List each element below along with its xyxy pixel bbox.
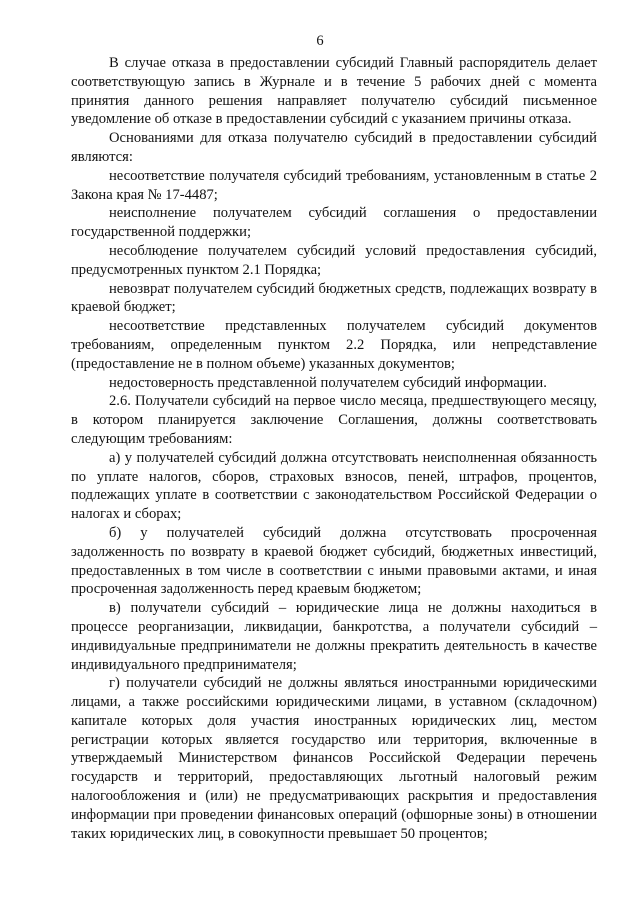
paragraph-requirement-a: а) у получателей субсидий должна отсутствовать неисполненная обязанность по уплате налогов, сборов, страховых взносов, пеней, штрафов, процентов, подлежащих уплате в соответствии с законодательством Российской Федерации о налогах и сборах; — [71, 449, 597, 523]
paragraph-refusal-notice: В случае отказа в предоставлении субсидий Главный распорядитель делает соответствующую запись в Журнале и в течение 5 рабочих дней с момента принятия данного решения направляет получателю субсидий письменное уведомление об отказе в предоставлении субсидий с указанием причины отказа. — [71, 55, 597, 128]
paragraph-ground-nonconformity: несоответствие получателя субсидий требованиям, установленным в статье 2 Закона края № 17-4487; — [71, 167, 597, 203]
paragraph-section-2-6: 2.6. Получатели субсидий на первое число месяца, предшествующего месяцу, в котором планируется заключение Соглашения, должны соответствовать следующим требованиям: — [71, 393, 597, 447]
document-body — [71, 54, 597, 843]
paragraph-requirement-g: г) получатели субсидий не должны являться иностранными юридическими лицами, а также российскими юридическими лицами, в уставном (складочном) капитале которых доля участия иностранных юридических лиц, местом регистрации которых является государство или территория, включенные в утверждаемый Министерством финансов Российской Федерации перечень государств и территорий, предоставляющих льготный налоговый режим налогообложения и (или) не предусматривающих раскрытия и предоставления информации при проведении финансовых операций (офшорные зоны) в отношении таких юридических лиц, в совокупности превышает 50 процентов; — [71, 675, 597, 842]
paragraph-ground-nonreturn: невозврат получателем субсидий бюджетных средств, подлежащих возврату в краевой бюджет; — [71, 280, 597, 316]
paragraph-requirement-v: в) получатели субсидий – юридические лица не должны находиться в процессе реорганизации, ликвидации, банкротства, а получатели субсидий – индивидуальные предприниматели не должны прекратить деятельность в качестве индивидуального предпринимателя; — [71, 600, 597, 673]
paragraph-ground-inaccuracy: недостоверность представленной получателем субсидий информации. — [109, 374, 547, 391]
page-number: 6 — [316, 33, 324, 49]
paragraph-refusal-grounds-intro: Основаниями для отказа получателю субсидий в предоставлении субсидий являются: — [71, 130, 597, 165]
paragraph-requirement-b: б) у получателей субсидий должна отсутствовать просроченная задолженность по возврату в краевой бюджет субсидий, бюджетных инвестиций, предоставленных в том числе в соответствии с иными правовыми актами, и иная просроченная задолженность перед краевым бюджетом; — [71, 524, 597, 598]
paragraph-ground-noncompliance: несоблюдение получателем субсидий условий предоставления субсидий, предусмотренных пунктом 2.1 Порядка; — [71, 242, 597, 278]
paragraph-ground-documents: несоответствие представленных получателем субсидий документов требованиям, определенным пунктом 2.2 Порядка, или непредставление (предоставление не в полном объеме) указанных документов; — [71, 318, 597, 372]
paragraph-ground-nonperformance: неисполнение получателем субсидий соглашения о предоставлении государственной поддержки; — [71, 205, 597, 241]
